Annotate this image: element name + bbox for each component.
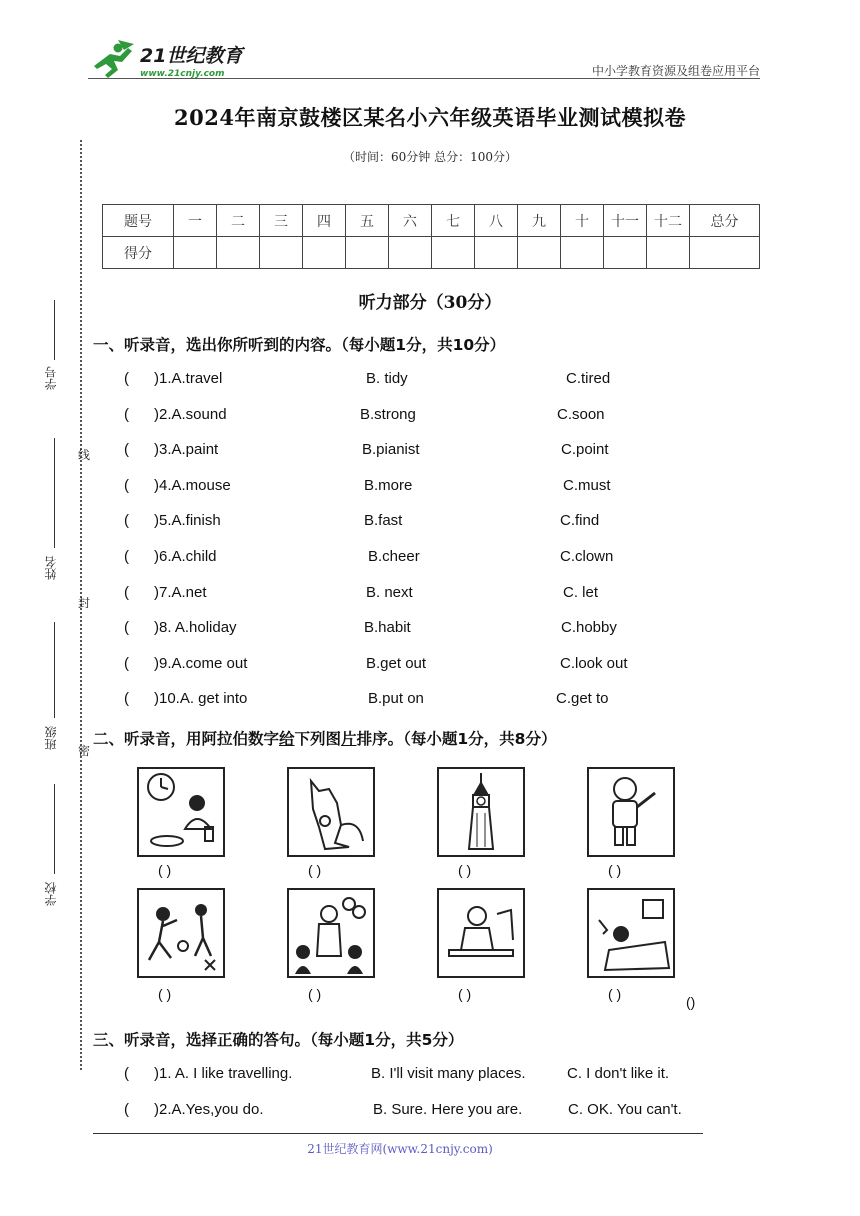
- score-table-header-row: [103, 205, 760, 237]
- section2-underlined-2: 片: [341, 729, 357, 748]
- table-cell: 总分: [690, 205, 760, 237]
- header-divider: [88, 78, 760, 79]
- table-cell: 五: [346, 205, 389, 237]
- option-c: C.hobby: [561, 619, 617, 637]
- option-a: )7.A.net: [154, 583, 207, 601]
- binding-char-secret: 密: [78, 744, 91, 758]
- score-input-cell[interactable]: [174, 237, 217, 269]
- option-b: B.strong: [360, 405, 416, 423]
- answer-blank[interactable]: (: [124, 512, 129, 530]
- option-a: )5.A.finish: [154, 512, 221, 530]
- answer-blank[interactable]: (: [124, 1065, 129, 1082]
- option-b: B.pianist: [362, 441, 420, 459]
- option-c: C.tired: [566, 370, 611, 387]
- section1-total: 10: [452, 336, 475, 354]
- option-b: B.fast: [364, 512, 403, 530]
- score-input-cell[interactable]: [389, 237, 432, 269]
- answer-blank[interactable]: ( ): [158, 986, 172, 1002]
- option-b: B. tidy: [366, 370, 408, 387]
- logo-text: 21世纪教育: [140, 45, 243, 67]
- score-input-cell[interactable]: [561, 237, 604, 269]
- option-a: )8. A.holiday: [154, 619, 237, 637]
- option-c: C.find: [560, 512, 600, 530]
- answer-blank[interactable]: (: [124, 370, 129, 387]
- footer-text: 21世纪教育网(www.21cnjy.com): [307, 1142, 493, 1156]
- name-line[interactable]: [54, 438, 55, 548]
- answer-blank[interactable]: ( ): [458, 986, 472, 1002]
- table-cell: 题号: [103, 205, 174, 237]
- logo-url: www.21cnjy.com: [140, 69, 225, 79]
- runner-icon: [94, 40, 134, 78]
- option-c: C.soon: [557, 405, 605, 423]
- score-input-cell[interactable]: [260, 237, 303, 269]
- answer-blank[interactable]: (: [124, 654, 129, 672]
- answer-blank[interactable]: (: [124, 1100, 129, 1118]
- binding-char-line: 线: [78, 448, 91, 462]
- option-a: )2.A.sound: [154, 405, 227, 423]
- section3-points: 1: [364, 1031, 376, 1049]
- extra-blank: (): [686, 994, 696, 1010]
- answer-blank[interactable]: ( ): [158, 862, 172, 878]
- section2-points: 1: [457, 730, 469, 748]
- score-input-cell[interactable]: [303, 237, 346, 269]
- answer-blank[interactable]: (: [124, 441, 129, 459]
- answer-blank[interactable]: (: [124, 583, 129, 601]
- score-input-cell[interactable]: [475, 237, 518, 269]
- section2-heading-end: 分）: [525, 729, 557, 748]
- option-b: B. Sure. Here you are.: [373, 1100, 523, 1118]
- section2-total: 8: [514, 730, 526, 748]
- section1-heading-end: 分）: [474, 335, 506, 354]
- binding-char-seal: 封: [78, 596, 91, 610]
- option-c: C.point: [561, 441, 609, 459]
- option-a: )10.A. get into: [154, 690, 248, 708]
- table-cell: 三: [260, 205, 303, 237]
- student-desk-picture: [437, 888, 525, 978]
- option-a: )9.A.come out: [154, 654, 248, 672]
- table-cell: 八: [475, 205, 518, 237]
- option-a: )2.A.Yes,you do.: [154, 1100, 264, 1118]
- option-a: )1.A.travel: [154, 370, 223, 387]
- section2-heading-mid: 下列图: [294, 729, 342, 748]
- section3-heading-mid: 分，共: [375, 1030, 422, 1049]
- student-id-label: 学号: [44, 366, 58, 390]
- option-b: B.habit: [364, 619, 411, 637]
- score-input-cell[interactable]: [432, 237, 475, 269]
- kangaroo-picture: [287, 767, 375, 857]
- answer-blank[interactable]: ( ): [308, 986, 322, 1002]
- table-cell: 十一: [604, 205, 647, 237]
- answer-blank[interactable]: (: [124, 405, 129, 423]
- section2-heading-mid2: 分，共: [468, 729, 515, 748]
- option-c: C.look out: [560, 654, 628, 672]
- answer-blank[interactable]: ( ): [458, 862, 472, 878]
- section1-heading: [93, 333, 505, 355]
- option-a: )6.A.child: [154, 548, 217, 565]
- table-cell: 二: [217, 205, 260, 237]
- score-table: [102, 204, 760, 269]
- platform-name: 中小学教育资源及组卷应用平台: [591, 64, 760, 78]
- option-a: )3.A.paint: [154, 441, 219, 459]
- answer-blank[interactable]: (: [124, 690, 129, 708]
- school-line[interactable]: [54, 784, 55, 874]
- option-c: C.clown: [560, 548, 614, 565]
- section2-heading-text: 二、听录音，用阿拉伯数字: [93, 729, 280, 748]
- table-cell: 得分: [103, 237, 174, 269]
- section3-total: 5: [421, 1031, 433, 1049]
- table-cell: 十: [561, 205, 604, 237]
- answer-blank[interactable]: ( ): [608, 862, 622, 878]
- option-b: B.more: [364, 476, 413, 494]
- answer-blank[interactable]: (: [124, 548, 129, 565]
- option-c: C.get to: [556, 690, 609, 708]
- sick-bed-picture: [587, 888, 675, 978]
- listening-section-title: 听力部分（30分）: [358, 293, 502, 313]
- tower-picture: [437, 767, 525, 857]
- answer-blank[interactable]: ( ): [308, 862, 322, 878]
- option-c: C. let: [563, 583, 599, 601]
- page-title: 2024年南京鼓楼区某名小六年级英语毕业测试模拟卷: [174, 105, 686, 130]
- table-cell: 十二: [647, 205, 690, 237]
- section3-heading: [93, 1028, 463, 1050]
- table-cell: 九: [518, 205, 561, 237]
- party-picture: [287, 888, 375, 978]
- option-c: C. I don't like it.: [567, 1065, 670, 1082]
- option-a: )4.A.mouse: [154, 476, 231, 494]
- score-input-cell[interactable]: [346, 237, 389, 269]
- table-cell: 四: [303, 205, 346, 237]
- astronaut-picture: [587, 767, 675, 857]
- option-b: B.get out: [366, 654, 427, 672]
- name-label: 姓名: [44, 556, 58, 580]
- section1-points: 1: [395, 336, 407, 354]
- section2-heading-post: 排序。（每小题: [356, 729, 458, 748]
- option-c: C. OK. You can't.: [568, 1100, 682, 1118]
- class-line[interactable]: [54, 622, 55, 718]
- score-table-score-row: [103, 237, 760, 269]
- section2-heading: [93, 727, 556, 749]
- option-b: B.put on: [368, 690, 424, 708]
- score-input-cell[interactable]: [217, 237, 260, 269]
- option-a: )1. A. I like travelling.: [154, 1065, 293, 1082]
- football-picture: [137, 888, 225, 978]
- section1-heading-text: 一、听录音，选出你所听到的内容。（每小题: [93, 335, 396, 354]
- table-cell: 一: [174, 205, 217, 237]
- section2-underlined-1: 给: [279, 729, 295, 748]
- option-b: B.cheer: [368, 548, 420, 565]
- option-b: B. I'll visit many places.: [371, 1065, 526, 1082]
- answer-blank[interactable]: ( ): [608, 986, 622, 1002]
- section3-heading-text: 三、听录音，选择正确的答句。（每小题: [93, 1030, 365, 1049]
- score-input-cell[interactable]: [604, 237, 647, 269]
- clock-dinner-picture: [137, 767, 225, 857]
- answer-blank[interactable]: (: [124, 619, 129, 637]
- answer-blank[interactable]: (: [124, 476, 129, 494]
- section3-heading-end: 分）: [432, 1030, 464, 1049]
- score-input-cell[interactable]: [690, 237, 760, 269]
- table-cell: 七: [432, 205, 475, 237]
- exam-info: （时间：60分钟 总分：100分）: [343, 150, 517, 164]
- option-c: C.must: [563, 476, 611, 494]
- school-label: 学校: [44, 882, 58, 906]
- class-label: 班级: [44, 726, 58, 750]
- option-b: B. next: [366, 583, 413, 601]
- section1-heading-mid: 分，共: [406, 335, 453, 354]
- footer-divider: [93, 1133, 703, 1134]
- table-cell: 六: [389, 205, 432, 237]
- score-input-cell[interactable]: [647, 237, 690, 269]
- score-input-cell[interactable]: [518, 237, 561, 269]
- site-logo: [88, 38, 253, 82]
